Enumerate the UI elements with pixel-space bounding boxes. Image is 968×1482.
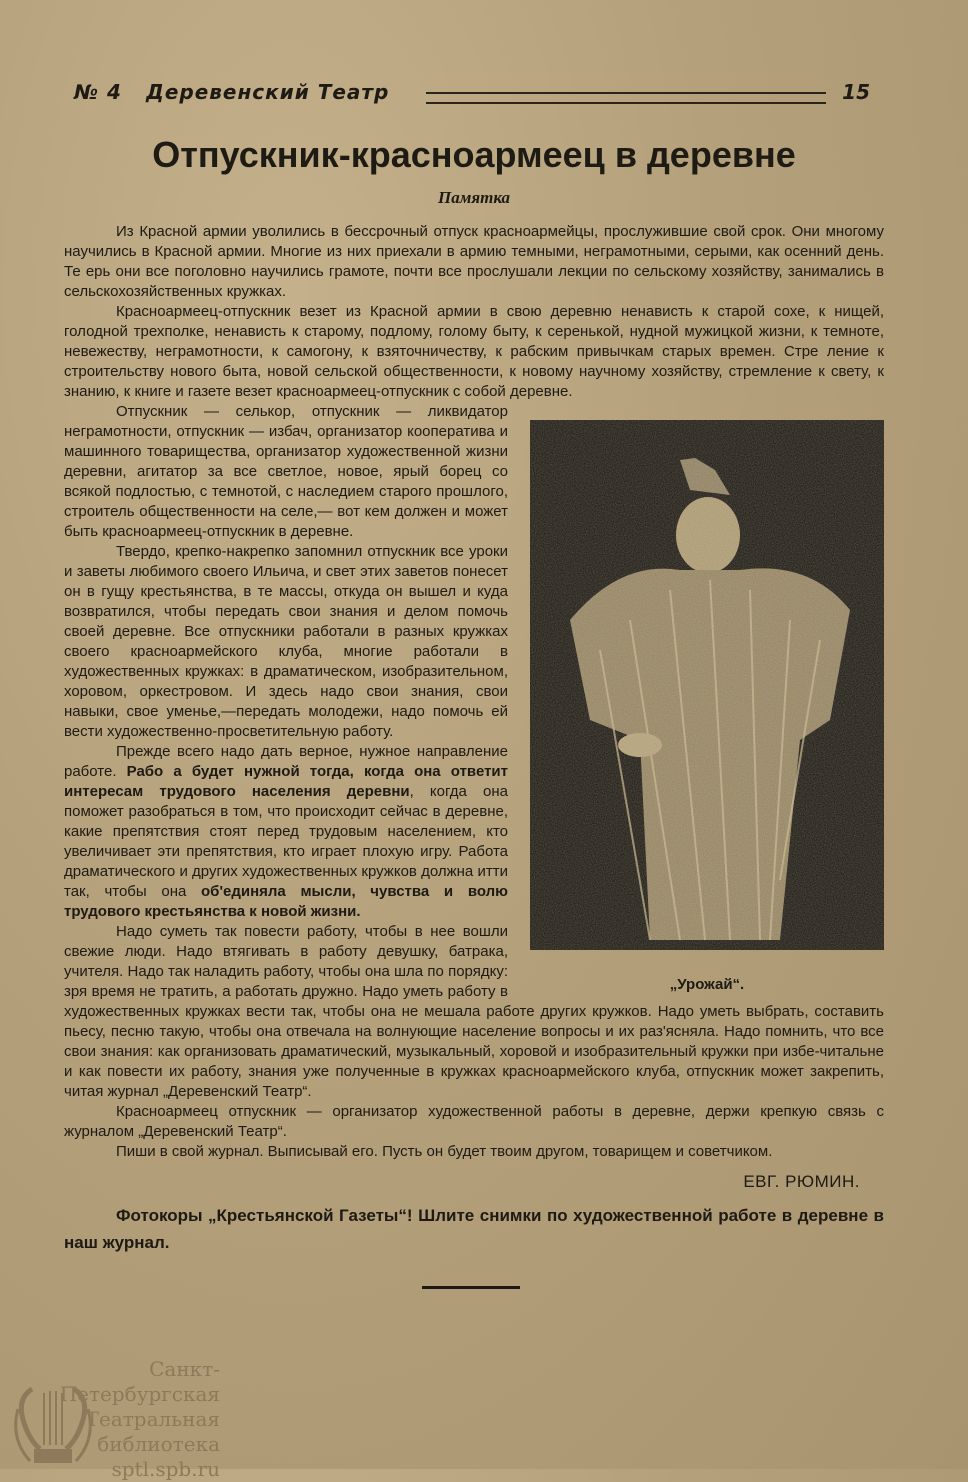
paragraph: Твердо, крепко-накрепко запомнил отпускник все уроки и заветы любимого своего Ильича, и свет этих заветов понесет он в гущу крестьянства, в те массы, откуда он вышел и куда возвратился, чтобы передать свои знания и делом помочь своей деревне. Все отпускники работали в разных кружках своего красноармейского клуба, многие работали в художественных кружках: в драматическом, изобразительном, хоровом, оркестровом. И здесь надо свои знания, свои навыки, свое уменье,—передать молодежи, надо помочь ей вести художественно-просветительную работу. bbox=[64, 543, 508, 740]
photographers-appeal: Фотокоры „Крестьянской Газеты“! Шлите снимки по художественной работе в деревне в наш журнал. bbox=[64, 1206, 884, 1252]
magazine-title: Деревенский Театр bbox=[146, 80, 390, 104]
issue-number: № 4 bbox=[74, 80, 122, 104]
text-run: , когда она поможет разобраться в том, что происходит сейчас в деревне, какие препятствия стоят перед трудовым населением, кто увеличивает эти препятствия, кто играет плохую игру. Работа драматического и других художественных кружков должна итти так, чтобы она bbox=[64, 783, 508, 900]
running-header bbox=[74, 80, 870, 114]
text-run: Прежде всего надо дать верное, нужное направление работе. bbox=[64, 743, 508, 780]
straw-costume-illustration bbox=[530, 420, 884, 950]
photo-harvest bbox=[530, 420, 884, 950]
body-section bbox=[64, 402, 884, 1162]
watermark-line: Театральная bbox=[85, 1407, 220, 1431]
emphasis-text: Рабо а будет нужной тогда, когда она ответит интересам трудового населения деревни bbox=[64, 763, 508, 800]
paragraph: Из Красной армии уволились в бессрочный отпуск красноармейцы, прослужившие свой срок. Они многому научились в Красной армии. Многие из них приехали в армию темными, неграмотными, серыми, как осенний день. Те ерь они все поголовно научились грамоте, почти все прослушали лекции по сельскому хозяйству, занимались в сельскохозяйственных кружках. bbox=[64, 223, 884, 300]
emphasis-text: об'единяла мысли, чувства и волю трудового крестьянства к новой жизни. bbox=[64, 883, 508, 920]
intro-section bbox=[64, 222, 884, 402]
header-rule bbox=[426, 92, 826, 104]
article-subtitle: Памятка bbox=[437, 188, 511, 207]
watermark-line: библиотека bbox=[97, 1432, 220, 1456]
photo-figure bbox=[530, 420, 884, 993]
paragraph: Красноармеец-отпускник везет из Красной армии в свою деревню ненависть к старой сохе, к нищей, голодной трехполке, ненависть к старому, подлому, голому быту, к серенькой, нудной мужицкой жизни, к темноте, невежеству, неграмотности, к самогону, к взяточничеству, к рабским привычкам старых времен. Стре ление к строительству нового быта, новой сельской общественности, к новому научному хозяйству, стремление к свету, к знанию, к книге и газете везет красноармеец-отпускник с собой деревне. bbox=[64, 303, 884, 400]
watermark-link[interactable]: sptl.spb.ru bbox=[111, 1457, 220, 1481]
library-watermark bbox=[6, 1357, 220, 1481]
page-number: 15 bbox=[842, 80, 870, 104]
article-title: Отпускник-красноармеец в деревне bbox=[152, 134, 796, 175]
author-signature: ЕВГ. РЮМИН. bbox=[743, 1172, 860, 1191]
paragraph: Красноармеец отпускник — организатор художественной работы в деревне, держи крепкую связь с журналом „Деревенский Театр“. bbox=[64, 1103, 884, 1140]
paragraph: Пиши в свой журнал. Выписывай его. Пусть он будет твоим другом, товарищем и советчиком. bbox=[116, 1143, 773, 1160]
photo-caption: „Урожай“. bbox=[669, 976, 745, 993]
paragraph: Отпускник — селькор, отпускник — ликвидатор неграмотности, отпускник — избач, организатор кооператива и машинного товарищества, организатор художественной жизни деревни, агитатор за все светлое, новое, ярый борец со всякой подлостью, с темнотой, с наследием старого прошлого, строитель общественности на селе,— вот кем должен и может быть красноармеец-отпускник в деревне. bbox=[64, 403, 508, 540]
paragraph: Надо суметь так повести работу, чтобы в нее вошли свежие люди. Надо втягивать в работу девушку, батрака, учителя. Надо так наладить работу, чтобы она шла по порядку: зря время не тратить, а работать дружно. Надо уметь работу в художественных кружках вести так, чтобы она не мешала работе других кружков. Надо уметь выбрать, составить пьесу, песню такую, чтобы она отвечала на волнующие население вопросы и их раз'ясняла. Надо помнить, что все свои знания: как организовать драматический, музыкальный, хоровой и изобразительный кружки при избе-читальне и как повести их работу, знания уже полученные в кружках красноармейского клуба, отпускник может закрепить, читая журнал „Деревенский Театр“. bbox=[64, 923, 884, 1100]
watermark-text bbox=[6, 1357, 220, 1482]
watermark-line: Санкт-Петербургская bbox=[59, 1357, 220, 1406]
